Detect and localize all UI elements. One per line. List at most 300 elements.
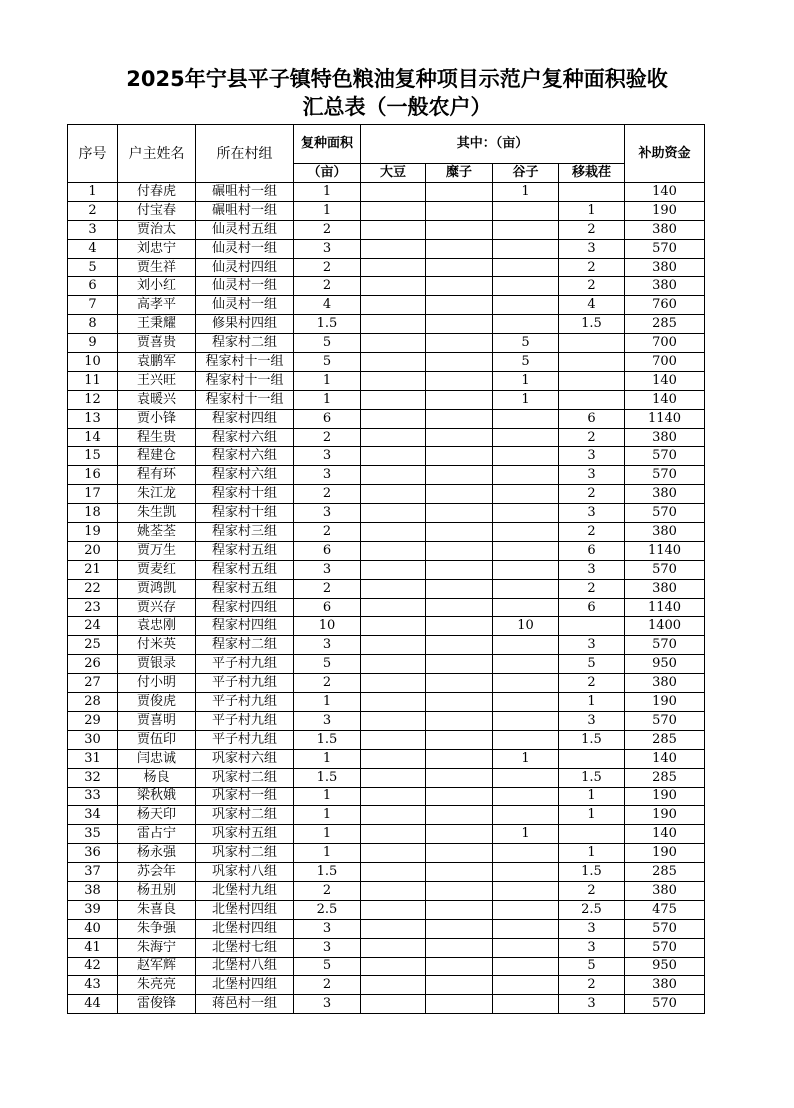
cell-village: 仙灵村四组	[196, 258, 294, 277]
cell-name: 朱争强	[118, 919, 196, 938]
cell-soybean	[361, 277, 426, 296]
cell-area: 3	[294, 466, 361, 485]
cell-area: 1.5	[294, 730, 361, 749]
cell-seq: 10	[68, 353, 118, 372]
table-row	[68, 485, 705, 504]
cell-seq: 35	[68, 825, 118, 844]
table-row	[68, 674, 705, 693]
cell-millet-mi	[426, 844, 493, 863]
cell-seq: 12	[68, 390, 118, 409]
cell-village: 程家村十组	[196, 504, 294, 523]
table-row	[68, 296, 705, 315]
table-row	[68, 636, 705, 655]
acceptance-summary-table	[67, 124, 705, 1014]
table-body	[68, 183, 705, 1014]
cell-transplant: 1.5	[559, 768, 625, 787]
cell-seq: 38	[68, 881, 118, 900]
cell-subsidy: 1140	[625, 541, 705, 560]
cell-soybean	[361, 409, 426, 428]
cell-village: 程家村十一组	[196, 371, 294, 390]
cell-millet-gu	[493, 258, 559, 277]
cell-millet-mi	[426, 693, 493, 712]
cell-subsidy: 140	[625, 390, 705, 409]
cell-village: 程家村六组	[196, 447, 294, 466]
cell-area: 5	[294, 353, 361, 372]
cell-millet-mi	[426, 371, 493, 390]
cell-millet-gu	[493, 485, 559, 504]
table-row	[68, 787, 705, 806]
cell-soybean	[361, 636, 426, 655]
table-row	[68, 976, 705, 995]
cell-name: 王秉耀	[118, 315, 196, 334]
cell-seq: 31	[68, 749, 118, 768]
cell-name: 赵军辉	[118, 957, 196, 976]
cell-subsidy: 1140	[625, 409, 705, 428]
cell-seq: 41	[68, 938, 118, 957]
cell-village: 北堡村八组	[196, 957, 294, 976]
cell-name: 袁暖兴	[118, 390, 196, 409]
cell-millet-mi	[426, 201, 493, 220]
cell-area: 2	[294, 976, 361, 995]
cell-subsidy: 140	[625, 183, 705, 202]
cell-name: 贾银录	[118, 655, 196, 674]
table-row	[68, 504, 705, 523]
cell-subsidy: 380	[625, 485, 705, 504]
cell-soybean	[361, 523, 426, 542]
cell-seq: 32	[68, 768, 118, 787]
table-row	[68, 220, 705, 239]
cell-soybean	[361, 900, 426, 919]
cell-transplant	[559, 825, 625, 844]
cell-millet-mi	[426, 541, 493, 560]
table-row	[68, 315, 705, 334]
cell-millet-mi	[426, 183, 493, 202]
cell-area: 1.5	[294, 768, 361, 787]
cell-millet-mi	[426, 881, 493, 900]
cell-millet-mi	[426, 919, 493, 938]
cell-area: 2	[294, 258, 361, 277]
cell-village: 程家村五组	[196, 541, 294, 560]
cell-millet-gu: 1	[493, 390, 559, 409]
cell-soybean	[361, 258, 426, 277]
cell-transplant: 2	[559, 485, 625, 504]
cell-millet-mi	[426, 674, 493, 693]
cell-soybean	[361, 485, 426, 504]
cell-area: 2	[294, 523, 361, 542]
cell-name: 程生贵	[118, 428, 196, 447]
cell-name: 袁忠刚	[118, 617, 196, 636]
cell-soybean	[361, 768, 426, 787]
cell-seq: 9	[68, 334, 118, 353]
cell-millet-mi	[426, 239, 493, 258]
cell-transplant	[559, 353, 625, 372]
cell-millet-mi	[426, 655, 493, 674]
cell-transplant: 2	[559, 428, 625, 447]
table-row	[68, 768, 705, 787]
table-row	[68, 447, 705, 466]
cell-transplant	[559, 390, 625, 409]
cell-name: 贾万生	[118, 541, 196, 560]
cell-transplant: 1	[559, 806, 625, 825]
cell-area: 6	[294, 541, 361, 560]
cell-millet-gu	[493, 523, 559, 542]
cell-village: 仙灵村五组	[196, 220, 294, 239]
cell-subsidy: 570	[625, 560, 705, 579]
cell-area: 1	[294, 825, 361, 844]
table-row	[68, 730, 705, 749]
cell-transplant: 1	[559, 201, 625, 220]
cell-area: 1	[294, 787, 361, 806]
cell-soybean	[361, 201, 426, 220]
cell-name: 高孝平	[118, 296, 196, 315]
cell-area: 2	[294, 428, 361, 447]
cell-village: 巩家村六组	[196, 749, 294, 768]
cell-millet-gu	[493, 447, 559, 466]
cell-seq: 14	[68, 428, 118, 447]
cell-soybean	[361, 749, 426, 768]
table-row	[68, 711, 705, 730]
cell-subsidy: 380	[625, 220, 705, 239]
cell-seq: 34	[68, 806, 118, 825]
cell-name: 贾喜明	[118, 711, 196, 730]
cell-millet-mi	[426, 617, 493, 636]
cell-village: 北堡村四组	[196, 919, 294, 938]
cell-soybean	[361, 183, 426, 202]
cell-subsidy: 380	[625, 258, 705, 277]
cell-millet-mi	[426, 749, 493, 768]
cell-soybean	[361, 220, 426, 239]
cell-area: 3	[294, 447, 361, 466]
cell-soybean	[361, 541, 426, 560]
cell-millet-mi	[426, 711, 493, 730]
cell-subsidy: 700	[625, 334, 705, 353]
cell-area: 1.5	[294, 863, 361, 882]
cell-area: 3	[294, 919, 361, 938]
cell-seq: 23	[68, 598, 118, 617]
cell-name: 朱生凯	[118, 504, 196, 523]
cell-transplant: 6	[559, 598, 625, 617]
cell-millet-mi	[426, 938, 493, 957]
table-row	[68, 995, 705, 1014]
cell-soybean	[361, 711, 426, 730]
cell-transplant: 2	[559, 277, 625, 296]
cell-area: 2.5	[294, 900, 361, 919]
cell-village: 巩家村一组	[196, 787, 294, 806]
cell-subsidy: 285	[625, 315, 705, 334]
cell-village: 程家村二组	[196, 636, 294, 655]
cell-village: 巩家村二组	[196, 768, 294, 787]
cell-millet-gu	[493, 711, 559, 730]
cell-soybean	[361, 976, 426, 995]
cell-area: 1	[294, 183, 361, 202]
cell-seq: 36	[68, 844, 118, 863]
cell-millet-gu	[493, 504, 559, 523]
cell-name: 杨永强	[118, 844, 196, 863]
cell-village: 仙灵村一组	[196, 296, 294, 315]
cell-millet-mi	[426, 277, 493, 296]
header-subsidy: 补助资金	[625, 125, 705, 183]
cell-subsidy: 380	[625, 579, 705, 598]
cell-area: 1	[294, 693, 361, 712]
cell-transplant: 2	[559, 674, 625, 693]
cell-name: 朱喜良	[118, 900, 196, 919]
cell-name: 杨良	[118, 768, 196, 787]
cell-seq: 27	[68, 674, 118, 693]
cell-millet-mi	[426, 409, 493, 428]
cell-seq: 13	[68, 409, 118, 428]
cell-millet-gu	[493, 881, 559, 900]
cell-area: 4	[294, 296, 361, 315]
table-row	[68, 183, 705, 202]
cell-seq: 2	[68, 201, 118, 220]
cell-millet-gu	[493, 598, 559, 617]
cell-millet-gu	[493, 579, 559, 598]
cell-village: 碾咀村一组	[196, 183, 294, 202]
cell-seq: 17	[68, 485, 118, 504]
cell-millet-gu	[493, 409, 559, 428]
cell-subsidy: 380	[625, 881, 705, 900]
cell-area: 10	[294, 617, 361, 636]
table-row	[68, 825, 705, 844]
cell-millet-gu	[493, 976, 559, 995]
cell-area: 2	[294, 277, 361, 296]
cell-name: 贾鸿凯	[118, 579, 196, 598]
cell-name: 朱江龙	[118, 485, 196, 504]
cell-name: 梁秋娥	[118, 787, 196, 806]
cell-millet-mi	[426, 523, 493, 542]
cell-village: 巩家村二组	[196, 806, 294, 825]
cell-seq: 24	[68, 617, 118, 636]
cell-transplant: 2	[559, 881, 625, 900]
cell-area: 2	[294, 220, 361, 239]
cell-transplant: 3	[559, 447, 625, 466]
cell-millet-gu	[493, 693, 559, 712]
cell-soybean	[361, 390, 426, 409]
cell-name: 王兴旺	[118, 371, 196, 390]
cell-transplant: 3	[559, 504, 625, 523]
cell-transplant: 3	[559, 995, 625, 1014]
table-row	[68, 560, 705, 579]
cell-village: 程家村三组	[196, 523, 294, 542]
cell-transplant	[559, 371, 625, 390]
cell-subsidy: 380	[625, 523, 705, 542]
cell-seq: 5	[68, 258, 118, 277]
cell-subsidy: 285	[625, 730, 705, 749]
cell-soybean	[361, 447, 426, 466]
cell-millet-gu	[493, 806, 559, 825]
cell-transplant: 2	[559, 579, 625, 598]
cell-millet-gu: 5	[493, 353, 559, 372]
cell-soybean	[361, 995, 426, 1014]
cell-soybean	[361, 428, 426, 447]
document-title: 2025年宁县平子镇特色粮油复种项目示范户复种面积验收	[126, 67, 668, 91]
table-row	[68, 863, 705, 882]
cell-transplant	[559, 617, 625, 636]
cell-millet-mi	[426, 560, 493, 579]
cell-seq: 26	[68, 655, 118, 674]
table-row	[68, 806, 705, 825]
cell-village: 程家村四组	[196, 617, 294, 636]
cell-village: 程家村十组	[196, 485, 294, 504]
table-row	[68, 900, 705, 919]
cell-subsidy: 570	[625, 919, 705, 938]
cell-name: 朱亮亮	[118, 976, 196, 995]
table-row	[68, 334, 705, 353]
cell-name: 付春虎	[118, 183, 196, 202]
cell-area: 5	[294, 957, 361, 976]
header-transplant: 移栽荏	[559, 164, 625, 183]
table-row	[68, 201, 705, 220]
cell-soybean	[361, 881, 426, 900]
cell-millet-gu	[493, 428, 559, 447]
cell-name: 杨丑别	[118, 881, 196, 900]
cell-area: 2	[294, 485, 361, 504]
cell-millet-mi	[426, 466, 493, 485]
cell-name: 朱海宁	[118, 938, 196, 957]
table-row	[68, 428, 705, 447]
table-row	[68, 617, 705, 636]
cell-millet-mi	[426, 957, 493, 976]
table-row	[68, 693, 705, 712]
cell-millet-gu: 10	[493, 617, 559, 636]
cell-transplant: 1	[559, 787, 625, 806]
table-row	[68, 957, 705, 976]
cell-subsidy: 380	[625, 976, 705, 995]
cell-seq: 25	[68, 636, 118, 655]
cell-village: 北堡村九组	[196, 881, 294, 900]
table-row	[68, 239, 705, 258]
cell-subsidy: 950	[625, 655, 705, 674]
cell-village: 北堡村七组	[196, 938, 294, 957]
cell-millet-mi	[426, 315, 493, 334]
cell-millet-gu	[493, 919, 559, 938]
cell-area: 3	[294, 636, 361, 655]
cell-village: 程家村六组	[196, 466, 294, 485]
cell-area: 1	[294, 201, 361, 220]
header-area: 复种面积	[294, 125, 361, 164]
cell-subsidy: 475	[625, 900, 705, 919]
cell-name: 雷俊锋	[118, 995, 196, 1014]
cell-area: 6	[294, 409, 361, 428]
cell-soybean	[361, 239, 426, 258]
table-row	[68, 844, 705, 863]
cell-millet-gu	[493, 239, 559, 258]
cell-soybean	[361, 334, 426, 353]
cell-millet-gu	[493, 787, 559, 806]
cell-name: 付米英	[118, 636, 196, 655]
cell-village: 平子村九组	[196, 655, 294, 674]
cell-millet-gu	[493, 844, 559, 863]
cell-millet-mi	[426, 900, 493, 919]
cell-soybean	[361, 730, 426, 749]
cell-area: 3	[294, 560, 361, 579]
cell-soybean	[361, 844, 426, 863]
cell-millet-mi	[426, 504, 493, 523]
cell-millet-mi	[426, 447, 493, 466]
cell-area: 1	[294, 749, 361, 768]
document-subtitle: 汇总表（一般农户）	[302, 95, 492, 119]
cell-subsidy: 190	[625, 201, 705, 220]
cell-soybean	[361, 579, 426, 598]
cell-village: 北堡村四组	[196, 976, 294, 995]
cell-millet-mi	[426, 976, 493, 995]
cell-millet-gu	[493, 957, 559, 976]
cell-village: 程家村四组	[196, 598, 294, 617]
cell-seq: 33	[68, 787, 118, 806]
cell-seq: 28	[68, 693, 118, 712]
cell-village: 程家村十一组	[196, 390, 294, 409]
cell-millet-mi	[426, 730, 493, 749]
cell-village: 程家村六组	[196, 428, 294, 447]
cell-millet-mi	[426, 995, 493, 1014]
cell-soybean	[361, 806, 426, 825]
cell-seq: 11	[68, 371, 118, 390]
cell-millet-gu	[493, 900, 559, 919]
table-row	[68, 390, 705, 409]
cell-seq: 4	[68, 239, 118, 258]
cell-subsidy: 140	[625, 749, 705, 768]
cell-seq: 15	[68, 447, 118, 466]
cell-subsidy: 570	[625, 938, 705, 957]
cell-village: 程家村五组	[196, 560, 294, 579]
cell-millet-gu: 1	[493, 749, 559, 768]
cell-area: 6	[294, 598, 361, 617]
cell-subsidy: 285	[625, 863, 705, 882]
cell-village: 仙灵村一组	[196, 239, 294, 258]
cell-millet-gu	[493, 995, 559, 1014]
cell-transplant: 6	[559, 541, 625, 560]
cell-village: 北堡村四组	[196, 900, 294, 919]
cell-village: 程家村五组	[196, 579, 294, 598]
cell-millet-mi	[426, 428, 493, 447]
cell-seq: 20	[68, 541, 118, 560]
cell-seq: 22	[68, 579, 118, 598]
table-row	[68, 919, 705, 938]
table-row	[68, 881, 705, 900]
cell-seq: 30	[68, 730, 118, 749]
cell-name: 刘忠宁	[118, 239, 196, 258]
cell-millet-gu	[493, 938, 559, 957]
cell-transplant: 5	[559, 957, 625, 976]
cell-transplant: 3	[559, 636, 625, 655]
cell-subsidy: 570	[625, 995, 705, 1014]
cell-soybean	[361, 353, 426, 372]
header-millet-gu: 谷子	[493, 164, 559, 183]
cell-seq: 42	[68, 957, 118, 976]
cell-village: 平子村九组	[196, 693, 294, 712]
cell-name: 雷占宁	[118, 825, 196, 844]
cell-area: 5	[294, 655, 361, 674]
cell-name: 贾俊虎	[118, 693, 196, 712]
cell-seq: 21	[68, 560, 118, 579]
cell-millet-gu	[493, 674, 559, 693]
cell-village: 程家村四组	[196, 409, 294, 428]
cell-area: 2	[294, 881, 361, 900]
cell-transplant: 2	[559, 220, 625, 239]
cell-soybean	[361, 466, 426, 485]
cell-village: 巩家村八组	[196, 863, 294, 882]
cell-name: 杨天印	[118, 806, 196, 825]
cell-subsidy: 380	[625, 277, 705, 296]
cell-millet-gu	[493, 768, 559, 787]
cell-name: 付宝春	[118, 201, 196, 220]
cell-transplant: 1	[559, 693, 625, 712]
cell-area: 1	[294, 806, 361, 825]
cell-soybean	[361, 315, 426, 334]
cell-area: 1	[294, 371, 361, 390]
cell-transplant: 2	[559, 976, 625, 995]
cell-area: 1	[294, 844, 361, 863]
